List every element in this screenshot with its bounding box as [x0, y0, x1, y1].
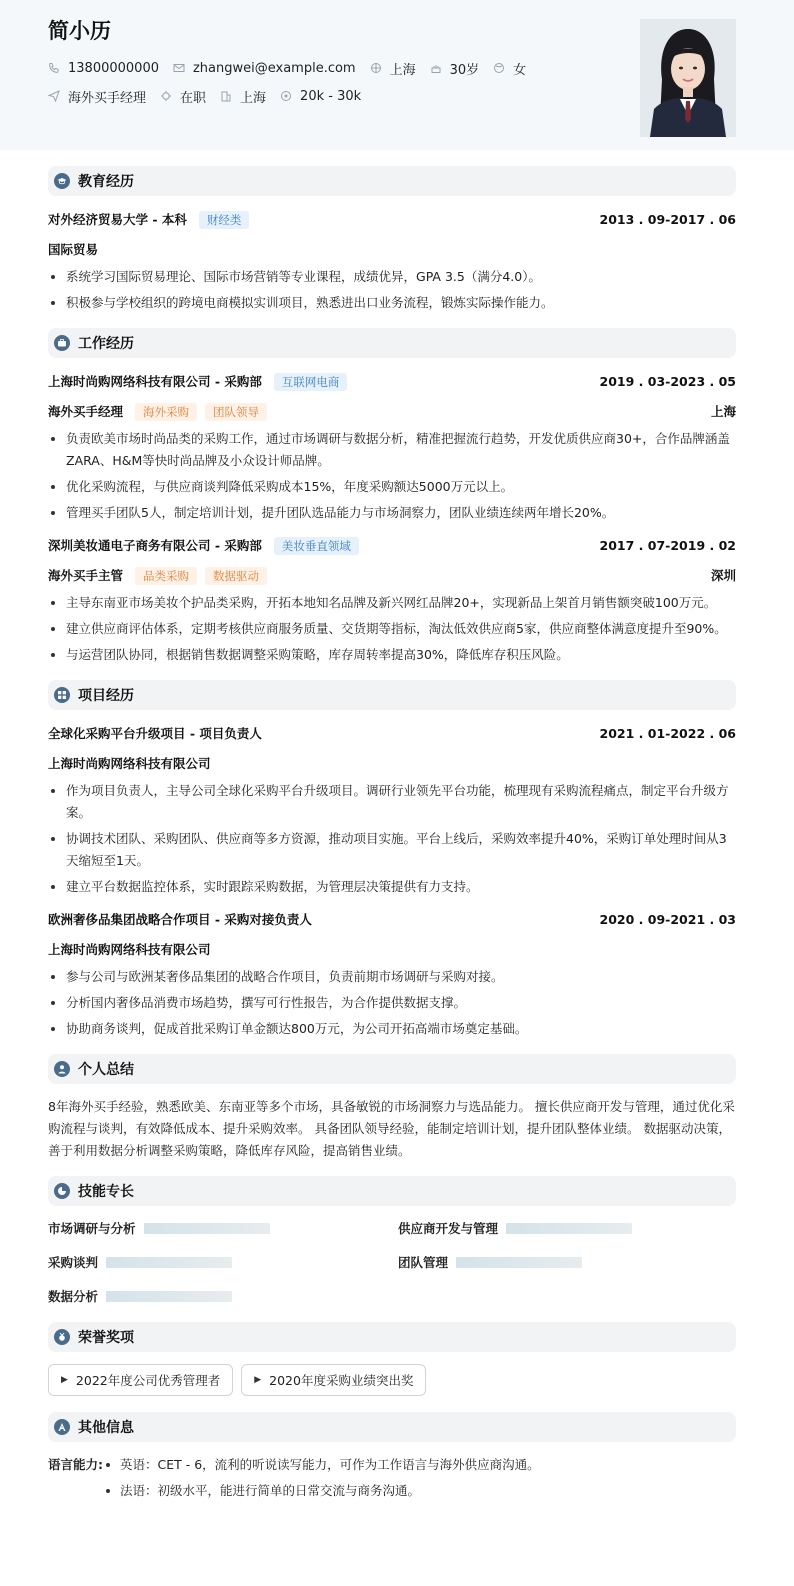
gender-item [493, 59, 526, 78]
project-company: 上海时尚购网络科技有限公司 [48, 942, 211, 957]
project-section-header [48, 680, 736, 710]
major: 国际贸易 [48, 242, 99, 257]
list-item: 负责欧美市场时尚品类的采购工作，通过市场调研与数据分析，精准把握流行趋势，开发优质供应商30+，合作品牌涵盖ZARA、H&M等快时尚品牌及小众设计师品牌。 [48, 428, 736, 472]
award-label: 2020年度采购业绩突出奖 [269, 1373, 414, 1388]
location-text: 上海 [389, 62, 416, 78]
skill-item [48, 1218, 398, 1238]
education-bullets [48, 266, 736, 314]
language-info [48, 1454, 736, 1506]
mail-icon [173, 62, 185, 74]
education-section-header [48, 166, 736, 196]
project-period: 2020 . 09-2021 . 03 [599, 911, 736, 927]
list-item: 作为项目负责人，主导公司全球化采购平台升级项目。调研行业领先平台功能，梳理现有采购流程痛点，制定平台升级方案。 [48, 780, 736, 824]
person-icon [54, 1061, 70, 1077]
age-text: 30岁 [449, 62, 480, 78]
skill-bar [506, 1223, 632, 1234]
age-icon [430, 62, 442, 74]
list-item: 协助商务谈判，促成首批采购订单金额达800万元，为公司开拓高端市场奠定基础。 [48, 1018, 736, 1040]
skill-bar [144, 1223, 270, 1234]
list-item: 建立平台数据监控体系，实时跟踪采购数据，为管理层决策提供有力支持。 [48, 876, 736, 898]
project-title: 项目经历 [78, 688, 134, 704]
phone-item [48, 61, 159, 76]
pie-chart-icon [54, 1183, 70, 1199]
target-job-item [48, 87, 146, 106]
company-tag: 互联网电商 [274, 373, 348, 391]
list-item: 优化采购流程，与供应商谈判降低采购成本15%，年度采购额达5000万元以上。 [48, 476, 736, 498]
work-city: 深圳 [710, 568, 736, 583]
grid-icon [54, 687, 70, 703]
skill-label: 采购谈判 [48, 1255, 99, 1270]
skill-label: 供应商开发与管理 [398, 1221, 499, 1236]
list-item: 协调技术团队、采购团队、供应商等多方资源，推动项目实施。平台上线后，采购效率提升40%，采购订单处理时间从3天缩短至1天。 [48, 828, 736, 872]
list-item: 英语：CET - 6，流利的听说读写能力，可作为工作语言与海外供应商沟通。 [104, 1454, 540, 1476]
list-item: 主导东南亚市场美妆个护品类采购，开拓本地知名品牌及新兴网红品牌20+，实现新品上架首月销售额突破100万元。 [48, 592, 736, 614]
profile-photo [640, 19, 736, 137]
city-icon [220, 90, 232, 102]
project-entry-2 [48, 908, 736, 1040]
work-entry-1 [48, 370, 736, 524]
company-tag: 美妆垂直领域 [274, 537, 359, 555]
salary-text: 20k - 30k [300, 88, 362, 104]
skill-item [398, 1252, 698, 1272]
other-section-header [48, 1412, 736, 1442]
gender-text: 女 [513, 62, 527, 78]
award-label: 2022年度公司优秀管理者 [75, 1373, 221, 1388]
list-item: 参与公司与欧洲某奢侈品集团的战略合作项目，负责前期市场调研与采购对接。 [48, 966, 736, 988]
skill-bar [106, 1291, 232, 1302]
project-bullets [48, 966, 736, 1040]
skill-label: 市场调研与分析 [48, 1221, 136, 1236]
list-item: 法语：初级水平，能进行简单的日常交流与商务沟通。 [104, 1480, 540, 1502]
list-item: 系统学习国际贸易理论、国际市场营销等专业课程，成绩优异，GPA 3.5（满分4.0）。 [48, 266, 736, 288]
awards-title: 荣誉奖项 [78, 1330, 134, 1346]
education-entry [48, 208, 736, 314]
role-tag: 团队领导 [205, 403, 267, 421]
job-status-text: 在职 [180, 90, 207, 106]
phone-icon [48, 62, 60, 74]
work-bullets [48, 428, 736, 524]
school-tag: 财经类 [199, 211, 250, 229]
target-job-text: 海外买手经理 [68, 90, 147, 106]
gender-icon [493, 62, 505, 74]
awards-list [48, 1364, 736, 1396]
medal-icon [54, 1329, 70, 1345]
graduation-cap-icon [54, 173, 70, 189]
job-role: 海外买手主管 [48, 567, 124, 583]
education-period: 2013 . 09-2017 . 06 [599, 211, 736, 227]
role-tag: 品类采购 [135, 567, 197, 585]
location-item [370, 59, 416, 78]
project-period: 2021 . 01-2022 . 06 [599, 725, 736, 741]
other-title: 其他信息 [78, 1420, 134, 1436]
company-name: 深圳美妆通电子商务有限公司 - 采购部 [48, 537, 262, 553]
award-item [241, 1364, 426, 1396]
work-city: 上海 [710, 404, 736, 419]
target-city-text: 上海 [240, 90, 267, 106]
location-icon [370, 62, 382, 74]
work-bullets [48, 592, 736, 666]
work-period: 2017 . 07-2019 . 02 [599, 537, 736, 553]
education-title: 教育经历 [78, 174, 134, 190]
skills-section-header [48, 1176, 736, 1206]
work-period: 2019 . 03-2023 . 05 [599, 373, 736, 389]
company-name: 上海时尚购网络科技有限公司 - 采购部 [48, 373, 262, 389]
age-item [430, 59, 480, 78]
salary-item [280, 89, 361, 104]
list-item: 管理买手团队5人，制定培训计划，提升团队选品能力与市场洞察力，团队业绩连续两年增长20%。 [48, 502, 736, 524]
status-icon [160, 90, 172, 102]
role-tag: 数据驱动 [205, 567, 267, 585]
skill-bar [106, 1257, 232, 1268]
work-title: 工作经历 [78, 336, 134, 352]
project-name: 欧洲奢侈品集团战略合作项目 - 采购对接负责人 [48, 912, 312, 927]
triangle-right-icon: ▶ [254, 1375, 262, 1385]
work-entry-2 [48, 534, 736, 666]
list-item: 建立供应商评估体系，定期考核供应商服务质量、交货期等指标，淘汰低效供应商5家，供应商整体满意度提升至90%。 [48, 618, 736, 640]
school-name: 对外经济贸易大学 - 本科 [48, 211, 187, 227]
resume-content [0, 150, 794, 1506]
email-item [173, 61, 356, 76]
skill-label: 团队管理 [398, 1255, 449, 1270]
summary-text: 8年海外买手经验，熟悉欧美、东南亚等多个市场，具备敏锐的市场洞察力与选品能力。 擅长供应商开发与管理，通过优化采购流程与谈判，有效降低成本、提升采购效率。 具备团队领导经验，能制定培训计划，提升团队整体业绩。 数据驱动决策，善于利用数据分析调整采购策略，降低库存风险，提高销售业绩。 [48, 1099, 735, 1158]
phone-text: 13800000000 [68, 60, 159, 76]
skill-item [398, 1218, 698, 1238]
skills-grid [48, 1218, 736, 1306]
skill-bar [456, 1257, 582, 1268]
skills-title: 技能专长 [78, 1184, 134, 1200]
project-entry-1 [48, 722, 736, 898]
language-list [104, 1454, 540, 1506]
resume-header [0, 0, 794, 150]
briefcase-icon [54, 335, 70, 351]
award-item [48, 1364, 233, 1396]
job-role: 海外买手经理 [48, 403, 124, 419]
triangle-right-icon: ▶ [61, 1375, 68, 1385]
language-icon [54, 1419, 70, 1435]
list-item: 与运营团队协同，根据销售数据调整采购策略，库存周转率提高30%，降低库存积压风险。 [48, 644, 736, 666]
summary-title: 个人总结 [78, 1062, 134, 1078]
skill-item [48, 1252, 398, 1272]
awards-section-header [48, 1322, 736, 1352]
send-icon [48, 90, 60, 102]
candidate-name: 简小历 [48, 19, 111, 43]
project-company: 上海时尚购网络科技有限公司 [48, 756, 211, 771]
work-section-header [48, 328, 736, 358]
email-text: zhangwei@example.com [192, 60, 356, 76]
skill-label: 数据分析 [48, 1289, 99, 1304]
role-tag: 海外采购 [135, 403, 197, 421]
project-name: 全球化采购平台升级项目 - 项目负责人 [48, 726, 262, 741]
salary-icon [280, 90, 292, 102]
list-item: 积极参与学校组织的跨境电商模拟实训项目，熟悉进出口业务流程，锻炼实际操作能力。 [48, 292, 736, 314]
skill-item [48, 1286, 398, 1306]
language-label: 语言能力: [48, 1457, 103, 1472]
project-bullets [48, 780, 736, 898]
job-status-item [160, 87, 206, 106]
target-city-item [220, 87, 266, 106]
list-item: 分析国内奢侈品消费市场趋势，撰写可行性报告，为合作提供数据支撑。 [48, 992, 736, 1014]
summary-section-header [48, 1054, 736, 1084]
